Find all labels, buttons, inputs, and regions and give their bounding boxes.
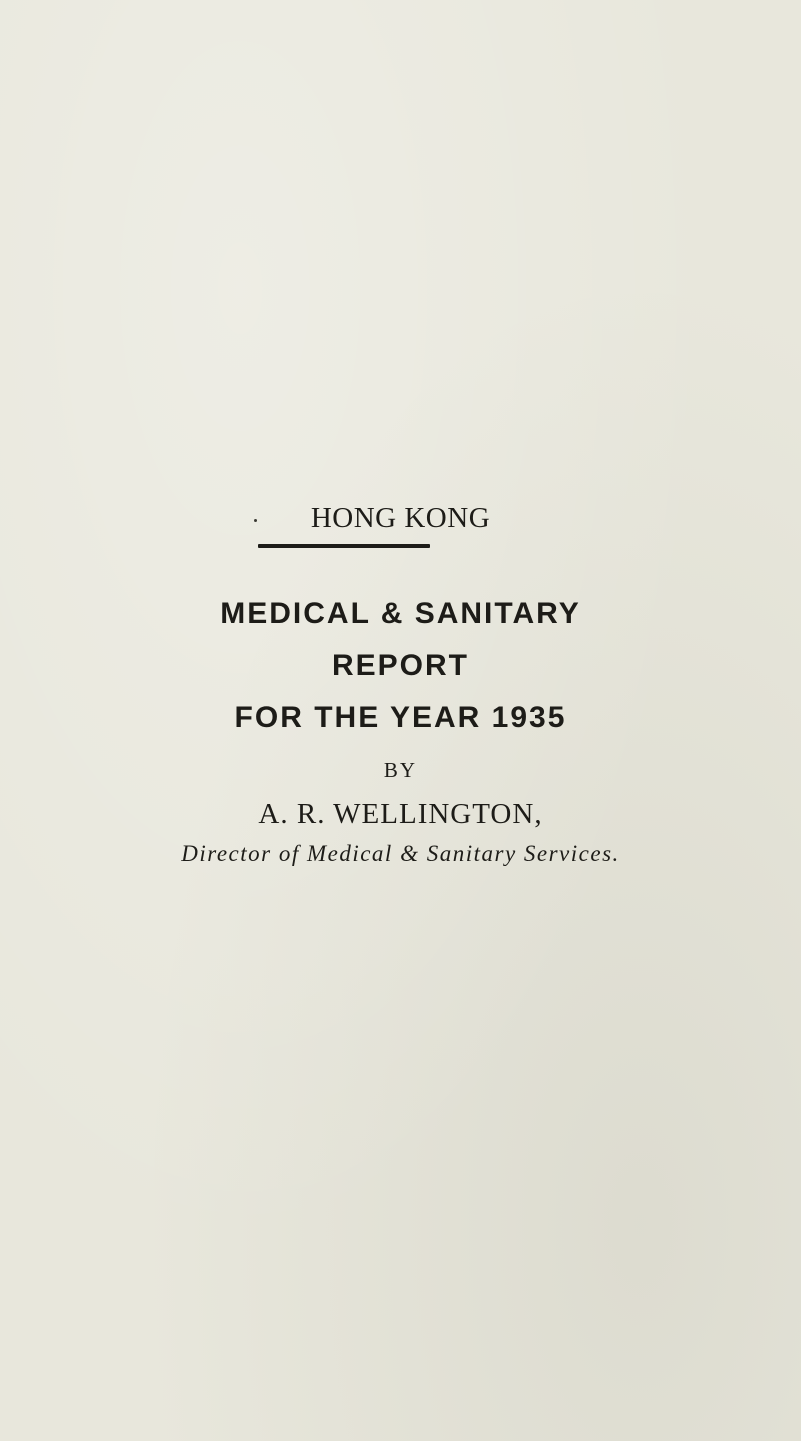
- by-label: BY: [383, 758, 418, 782]
- author-position: Director of Medical & Sanitary Services.: [181, 841, 620, 866]
- report-title-line-2: REPORT: [331, 649, 469, 682]
- report-title-line-1: MEDICAL & SANITARY: [220, 597, 581, 630]
- author-name: A. R. WELLINGTON,: [258, 798, 543, 830]
- heading-rule: [258, 544, 430, 548]
- country-heading: HONG KONG: [310, 502, 491, 534]
- report-title-line-3: FOR THE YEAR 1935: [234, 701, 567, 734]
